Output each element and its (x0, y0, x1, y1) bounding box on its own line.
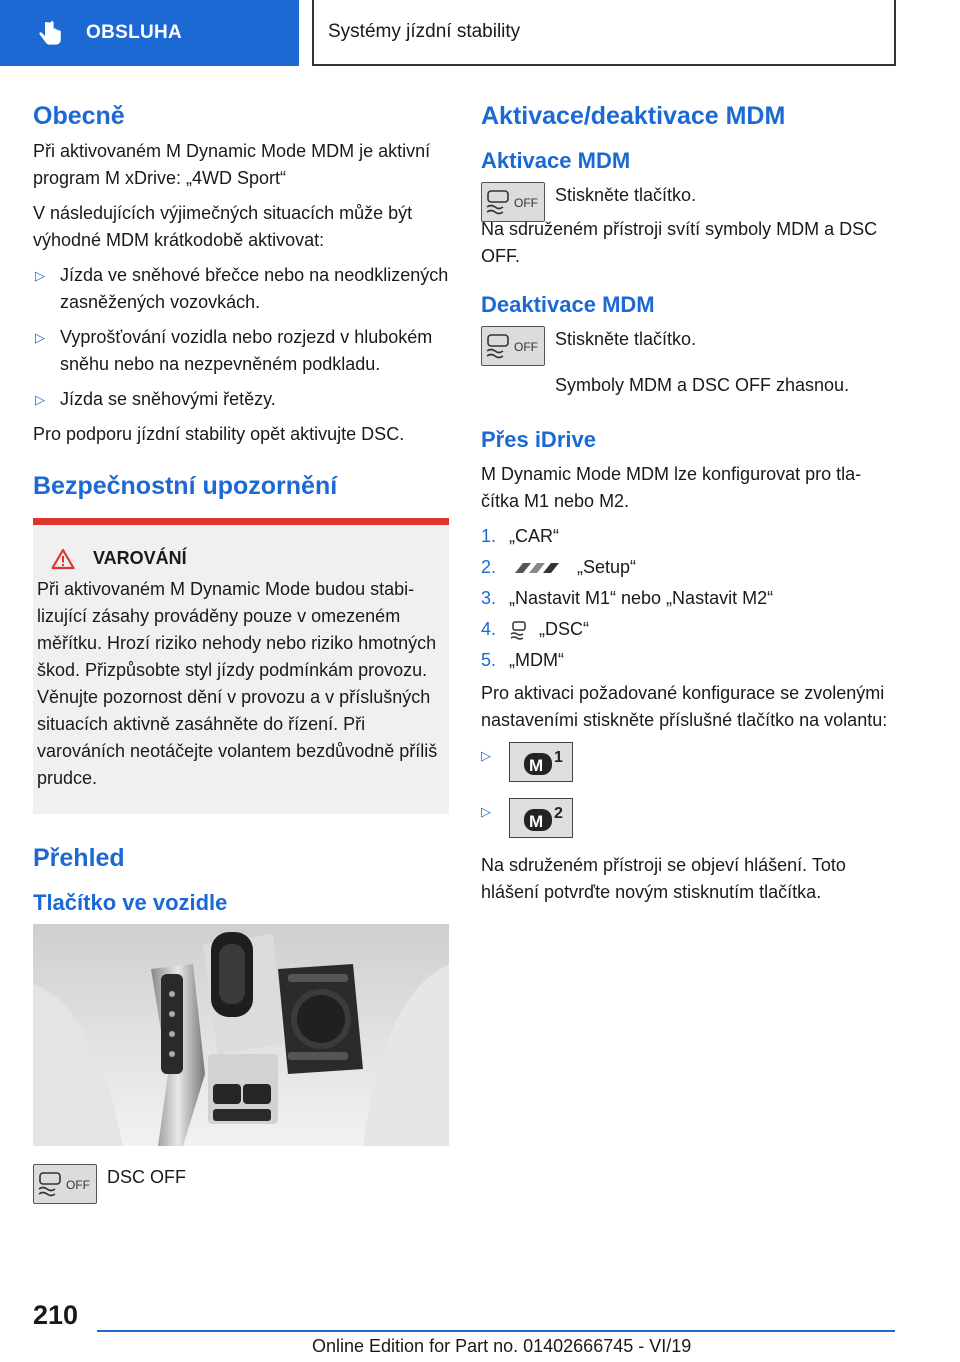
list-item: 5. „MDM“ (481, 650, 564, 670)
list-item: 3. „Nastavit M1“ nebo „Nastavit M2“ (481, 588, 774, 608)
general-paragraph-2: V následujících výjimečných situacích může být výhodné MDM krátkodobě aktivovat: (33, 203, 413, 250)
left-column (33, 100, 449, 1204)
mdm-button-icon (481, 326, 545, 366)
svg-text:OFF: OFF (514, 196, 538, 210)
page-number: 210 (33, 1300, 79, 1330)
warning-box (33, 518, 449, 814)
section-tab[interactable] (0, 0, 299, 66)
final-paragraph: Na sdruženém přístroji se objeví hlášení. Toto hlášení potvrďte novým stisknutím tlačítka. (481, 855, 846, 902)
heading-idrive: Přes iDrive (481, 427, 596, 452)
svg-text:1: 1 (554, 749, 563, 766)
list-item: ▷ Jízda se sněhovými řetězy. (33, 386, 449, 413)
list-item: 2. „Setup“ (481, 557, 637, 577)
list-item: 1. „CAR“ (481, 526, 559, 546)
triangle-bullet-icon: ▷ (481, 804, 491, 819)
m2-button-icon (509, 798, 573, 838)
triangle-bullet-icon: ▷ (35, 268, 45, 283)
heading-button-in-vehicle: Tlačítko ve vozidle (33, 890, 228, 915)
heading-safety: Bezpečnostní upozornění (33, 472, 338, 500)
svg-text:OFF: OFF (66, 1178, 90, 1192)
idrive-paragraph: M Dynamic Mode MDM lze konfigurovat pro tlačítka M1 nebo M2. (481, 464, 862, 511)
center-console-photo (33, 924, 449, 1146)
general-paragraph-1: Při aktivovaném M Dynamic Mode MDM je aktivní program M xDrive: „4WD Sport“ (33, 141, 431, 188)
hand-pointer-icon (36, 18, 66, 48)
svg-text:M: M (529, 812, 544, 831)
svg-text:OFF: OFF (514, 340, 538, 354)
dsc-off-row (33, 1164, 449, 1204)
section-label: OBSLUHA (86, 22, 183, 43)
m1-button-icon (509, 742, 573, 782)
chapter-header (312, 0, 896, 66)
dsc-off-button-icon (33, 1164, 97, 1204)
heading-general: Obecně (33, 102, 125, 130)
general-paragraph-3: Pro podporu jízdní stability opět aktivujte DSC. (33, 424, 405, 444)
m2-row (481, 798, 893, 838)
triangle-bullet-icon: ▷ (35, 392, 45, 407)
list-item: 4. „DSC“ (481, 619, 589, 639)
edition-note: Online Edition for Part no. 01402666745 - VI/19 (312, 1336, 692, 1356)
footer-divider (97, 1330, 895, 1332)
activate-step-2: Na sdruženém přístroji svítí symboly MDM a DSC OFF. (481, 219, 878, 266)
center-console-image (33, 924, 449, 1146)
deactivate-step-2: Symboly MDM a DSC OFF zhasnou. (555, 375, 850, 395)
list-item: ▷ Jízda ve sněhové břečce nebo na neodklizených zasněžených vozovkách. (33, 262, 449, 316)
heading-activation-deactivation: Aktivace/deaktivace MDM (481, 102, 786, 130)
situation-list (33, 262, 449, 413)
heading-deactivate: Deaktivace MDM (481, 292, 655, 317)
triangle-bullet-icon: ▷ (481, 748, 491, 763)
m1-row (481, 742, 893, 782)
warning-title: VAROVÁNÍ (37, 545, 447, 572)
svg-text:M: M (529, 756, 544, 775)
activate-step-1: Stiskněte tlačítko. (555, 185, 697, 205)
idrive-steps (481, 523, 893, 674)
m-stripes-icon (509, 561, 565, 575)
warning-text: Při aktivovaném M Dynamic Mode budou stabilizující zásahy prováděny pouze v omezeném měřítku. Hrozí riziko nehody nebo riziko hmotných škod. Přizpůsobte styl jízdy podmínkám provozu. Věnujte pozornost dění v provozu a v příslušných situacích aktivně zasáhněte do řízení. Při varováních neotáčejte volantem bezdůvodně příliš prudce. (37, 579, 438, 788)
heading-overview: Přehled (33, 844, 125, 872)
right-column (481, 100, 893, 914)
chapter-title: Systémy jízdní stability (328, 21, 521, 42)
svg-text:2: 2 (554, 805, 563, 822)
dsc-car-icon (509, 620, 529, 640)
dsc-off-label: DSC OFF (107, 1167, 186, 1187)
triangle-bullet-icon: ▷ (35, 330, 45, 345)
warning-triangle-icon (51, 548, 75, 570)
deactivate-step-1: Stiskněte tlačítko. (555, 329, 697, 349)
deactivate-step-row (481, 326, 893, 366)
heading-activate: Aktivace MDM (481, 148, 631, 173)
steering-paragraph: Pro aktivaci požadované konfigurace se zvolenými nastaveními stiskněte příslušné tlačítko na volantu: (481, 683, 888, 730)
list-item: ▷ Vyprošťování vozidla nebo rozjezd v hlubokém sněhu nebo na nezpevněném podkladu. (33, 324, 449, 378)
